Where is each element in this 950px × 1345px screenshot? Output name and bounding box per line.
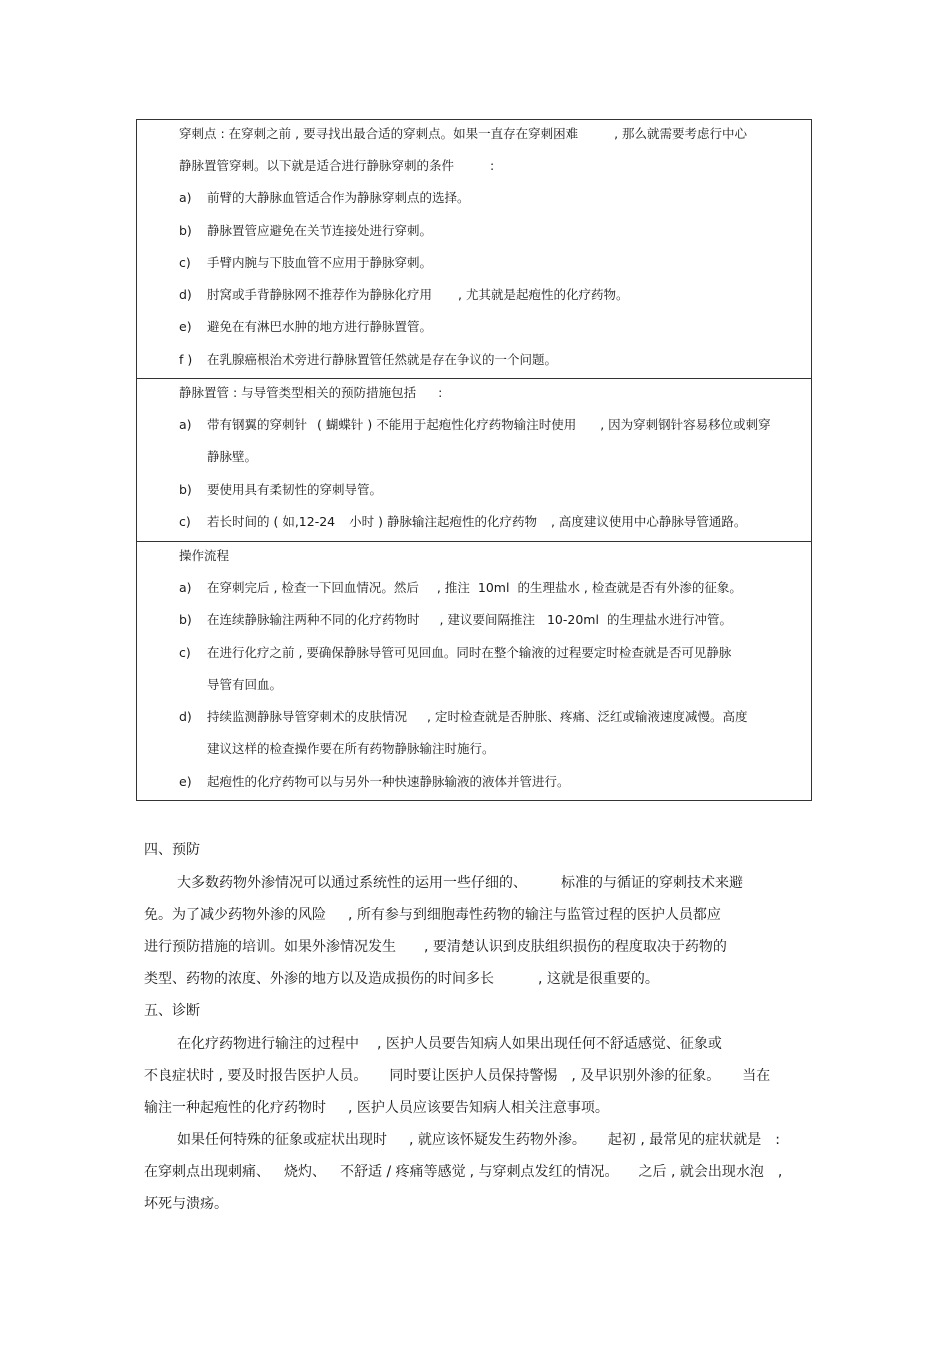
- list-item: [179, 417, 771, 433]
- item-text: 的生理盐水进行冲管。: [606, 612, 732, 627]
- section-heading-diagnosis: 五、诊断: [144, 1003, 200, 1019]
- section-title: 操作流程: [179, 548, 230, 563]
- text: , 这就是很重要的。: [538, 971, 659, 987]
- text: 进行预防措施的培训。如果外渗情况发生: [144, 939, 396, 955]
- text: 静脉置管穿刺。以下就是适合进行静脉穿刺的条件: [179, 158, 455, 173]
- paragraph-line: [177, 874, 743, 892]
- item-label: a): [179, 580, 192, 595]
- list-item: [179, 514, 746, 530]
- paragraph-line: [144, 1163, 782, 1181]
- item-label: e): [179, 774, 192, 789]
- item-text: 的生理盐水 , 检查就是否有外渗的征象。: [517, 580, 742, 595]
- list-item: [179, 774, 570, 790]
- item-label: c): [179, 255, 191, 270]
- text: , 与穿刺点发红的情况。: [469, 1164, 619, 1180]
- item-text: 起疱性的化疗药物可以与另外一种快速静脉输液的液体并管进行。: [207, 774, 570, 789]
- intro-line: [179, 158, 494, 174]
- intro-line: [179, 126, 747, 142]
- item-text: 前臂的大静脉血管适合作为静脉穿刺点的选择。: [207, 190, 470, 205]
- item-label: a): [179, 190, 192, 205]
- item-text: 在乳腺癌根治术旁进行静脉置管任然就是存在争议的一个问题。: [207, 352, 558, 367]
- item-label: f ): [179, 352, 193, 367]
- item-text: 手臂内腕与下肢血管不应用于静脉穿刺。: [207, 255, 433, 270]
- item-text: 要使用具有柔韧性的穿刺导管。: [207, 482, 383, 497]
- text: , 那么就需要考虑行中心: [614, 126, 748, 141]
- item-label: c): [179, 645, 191, 660]
- list-item: [179, 255, 432, 271]
- text: , 医护人员应该要告知病人相关注意事项。: [348, 1100, 609, 1116]
- list-item: [179, 319, 432, 335]
- list-item: [179, 287, 628, 303]
- item-text: 避免在有淋巴水肿的地方进行静脉置管。: [207, 319, 433, 334]
- text: 穿刺点 : 在穿刺之前 , 要寻找出最合适的穿刺点。如果一直存在穿刺困难: [179, 126, 579, 141]
- item-text: ( 蝴蝶针 ) 不能用于起疱性化疗药物输注时使用: [317, 417, 577, 432]
- intro-line: [179, 385, 442, 401]
- item-text: 带有钢翼的穿刺针: [207, 417, 308, 432]
- text: 类型、药物的浓度、外渗的地方以及造成损伤的时间多长: [144, 971, 494, 987]
- catheter-section: [137, 378, 811, 541]
- procedure-section: [137, 541, 811, 800]
- text: , 所有参与到细胞毒性药物的输注与监管过程的医护人员都应: [348, 907, 721, 923]
- paragraph-line: [144, 1099, 609, 1117]
- text: 之后 , 就会出现水泡: [638, 1164, 764, 1180]
- text: :: [775, 1132, 780, 1148]
- paragraph-line: [144, 1067, 770, 1085]
- paragraph-line: [177, 1131, 780, 1149]
- list-item: [179, 190, 470, 206]
- item-label: d): [179, 709, 192, 724]
- text: 静脉置管 : 与导管类型相关的预防措施包括: [179, 385, 417, 400]
- paragraph-line: [144, 970, 659, 988]
- item-label: d): [179, 287, 192, 302]
- section-heading-prevention: 四、预防: [144, 842, 200, 858]
- text: , 要清楚认识到皮肤组织损伤的程度取决于药物的: [424, 939, 727, 955]
- text: ,: [777, 1164, 783, 1180]
- text: 当在: [742, 1068, 771, 1084]
- text: :: [490, 158, 495, 173]
- text: 起初 , 最常见的症状就是: [607, 1132, 762, 1148]
- text: 在化疗药物进行输注的过程中: [177, 1036, 359, 1052]
- list-item: [179, 352, 557, 368]
- text: 同时要让医护人员保持警惕: [389, 1068, 558, 1084]
- paragraph-line: 坏死与溃疡。: [144, 1196, 228, 1212]
- item-text: , 推注: [436, 580, 470, 595]
- list-item: [179, 482, 382, 498]
- paragraph-line: [177, 1035, 722, 1053]
- text: 大多数药物外渗情况可以通过系统性的运用一些仔细的、: [177, 875, 527, 891]
- item-text: 在进行化疗之前 , 要确保静脉导管可见回血。同时在整个输液的过程要定时检查就是否可见静脉: [207, 645, 732, 660]
- item-text: 静脉置管应避免在关节连接处进行穿刺。: [207, 223, 433, 238]
- puncture-site-section: [137, 120, 811, 378]
- text: 输注一种起疱性的化疗药物时: [144, 1100, 326, 1116]
- text: 不良症状时 , 要及时报告医护人员。: [144, 1068, 368, 1084]
- item-label: e): [179, 319, 192, 334]
- item-label: a): [179, 417, 192, 432]
- item-text: 在连续静脉输注两种不同的化疗药物时: [207, 612, 420, 627]
- paragraph-line: [144, 938, 727, 956]
- text: 标准的与循证的穿刺技术来避: [561, 875, 743, 891]
- item-label: c): [179, 514, 191, 529]
- item-text: 小时 ) 静脉输注起疱性的化疗药物: [349, 514, 537, 529]
- item-text: , 尤其就是起疱性的化疗药物。: [458, 287, 629, 302]
- item-text: 持续监测静脉导管穿刺术的皮肤情况: [207, 709, 408, 724]
- item-text: 肘窝或手背静脉网不推荐作为静脉化疗用: [207, 287, 433, 302]
- text: , 就应该怀疑发生药物外渗。: [409, 1132, 586, 1148]
- text: , 医护人员要告知病人如果出现任何不舒适感觉、征象或: [377, 1036, 722, 1052]
- list-item: [179, 580, 742, 596]
- text: :: [438, 385, 443, 400]
- text: 不舒适 / 疼痛等感觉: [340, 1164, 466, 1180]
- list-item: [179, 612, 732, 628]
- item-text: 在穿刺完后 , 检查一下回血情况。然后: [207, 580, 419, 595]
- item-text: , 因为穿刺钢针容易移位或刺穿: [600, 417, 771, 432]
- text: 如果任何特殊的征象或症状出现时: [177, 1132, 387, 1148]
- paragraph-line: [144, 906, 721, 924]
- item-text: , 高度建议使用中心静脉导管通路。: [550, 514, 747, 529]
- list-item-continuation: 导管有回血。: [207, 677, 283, 692]
- item-label: b): [179, 223, 192, 238]
- list-item-continuation: 静脉壁。: [207, 449, 258, 464]
- text: 免。为了减少药物外渗的风险: [144, 907, 326, 923]
- list-item: [179, 709, 747, 725]
- item-text: 10-20ml: [546, 612, 599, 627]
- list-item: [179, 645, 731, 661]
- text: 烧灼、: [284, 1164, 326, 1180]
- item-text: 若长时间的 ( 如,12-24: [207, 514, 336, 529]
- info-table: [136, 119, 812, 801]
- text: 在穿刺点出现刺痛、: [144, 1164, 270, 1180]
- text: , 及早识别外渗的征象。: [571, 1068, 721, 1084]
- item-label: b): [179, 612, 192, 627]
- item-text: 10ml: [477, 580, 510, 595]
- item-text: , 建议要间隔推注: [439, 612, 535, 627]
- list-item-continuation: 建议这样的检查操作要在所有药物静脉输注时施行。: [207, 741, 495, 756]
- item-label: b): [179, 482, 192, 497]
- list-item: [179, 223, 432, 239]
- item-text: , 定时检查就是否肿胀、疼痛、泛红或输液速度减慢。高度: [427, 709, 748, 724]
